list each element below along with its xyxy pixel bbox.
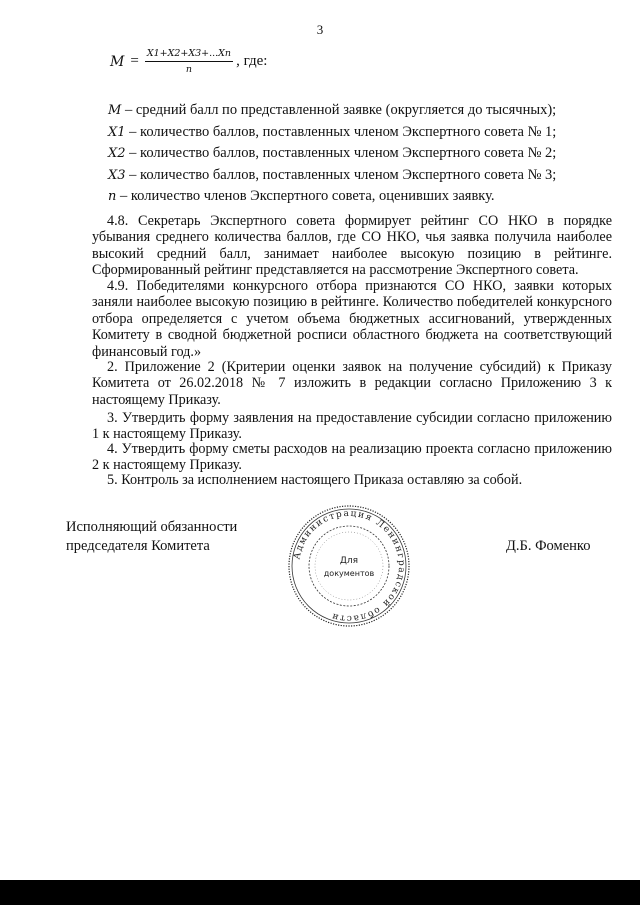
stamp-center-line1: Для — [339, 556, 359, 566]
paragraph-4-9: 4.9. Победителями конкурсного отбора признаются СО НКО, заявки которых заняли наиболее высокую позицию в рейтинге. Количество победителей конкурсного отбора определяется с учетом объема бюджетных ассигнований, утвержденных Комитету в сводной бюджетной росписи областного бюджета на соответствующий финансовый год.» — [92, 278, 612, 360]
paragraph-4-8: 4.8. Секретарь Экспертного совета формирует рейтинг СО НКО в порядке убывания среднего количества баллов, где СО НКО, чья заявка получила наиболее высокий средний балл, занимает наиболее высокую позицию в рейтинге. Сформированный рейтинг представляется на рассмотрение Экспертного совета. — [92, 213, 612, 279]
signatory-position — [66, 518, 237, 556]
paragraph-4: 4. Утвердить форму сметы расходов на реализацию проекта согласно приложению 2 к настоящему Приказу. — [92, 441, 612, 474]
average-score-formula — [110, 48, 267, 75]
signatory-position-line1: Исполняющий обязанности — [66, 519, 238, 535]
signatory-name: Д.Б. Фоменко — [506, 538, 591, 554]
formula-lhs: M — [110, 53, 125, 70]
official-stamp — [284, 501, 414, 631]
definition-item: n – количество членов Экспертного совета, оценивших заявку. — [108, 188, 495, 204]
paragraph-3: 3. Утвердить форму заявления на предоставление субсидии согласно приложению 1 к настоящему Приказу. — [92, 410, 612, 443]
paragraph-2: 2. Приложение 2 (Критерии оценки заявок на получение субсидий) к Приказу Комитета от 26.02.2018 № 7 изложить в редакции согласно Приложению 3 к настоящему Приказу. — [92, 359, 612, 408]
definition-item: X2 – количество баллов, поставленных членом Экспертного совета № 2; — [108, 145, 557, 161]
stamp-center-line2: документов — [323, 569, 375, 578]
scan-edge-bar — [0, 880, 640, 905]
stamp-outer-text: Администрация Ленинградской области — [292, 508, 407, 624]
signatory-position-line2: председателя Комитета — [66, 538, 210, 554]
formula-suffix: , где: — [236, 53, 268, 69]
formula-numerator: X1+X2+X3+...Xn — [145, 48, 233, 62]
paragraph-5: 5. Контроль за исполнением настоящего Приказа оставляю за собой. — [107, 472, 523, 488]
page-number: 3 — [316, 22, 324, 37]
definition-item: X3 – количество баллов, поставленных членом Экспертного совета № 3; — [108, 166, 557, 183]
formula-denominator: n — [185, 64, 192, 75]
definition-item: X1 – количество баллов, поставленных членом Экспертного совета № 1; — [108, 123, 557, 140]
formula-equals: = — [130, 53, 139, 69]
definition-item: M – средний балл по представленной заявке (округляется до тысячных); — [108, 102, 557, 118]
formula-definitions — [108, 100, 556, 208]
formula-fraction — [145, 48, 233, 75]
